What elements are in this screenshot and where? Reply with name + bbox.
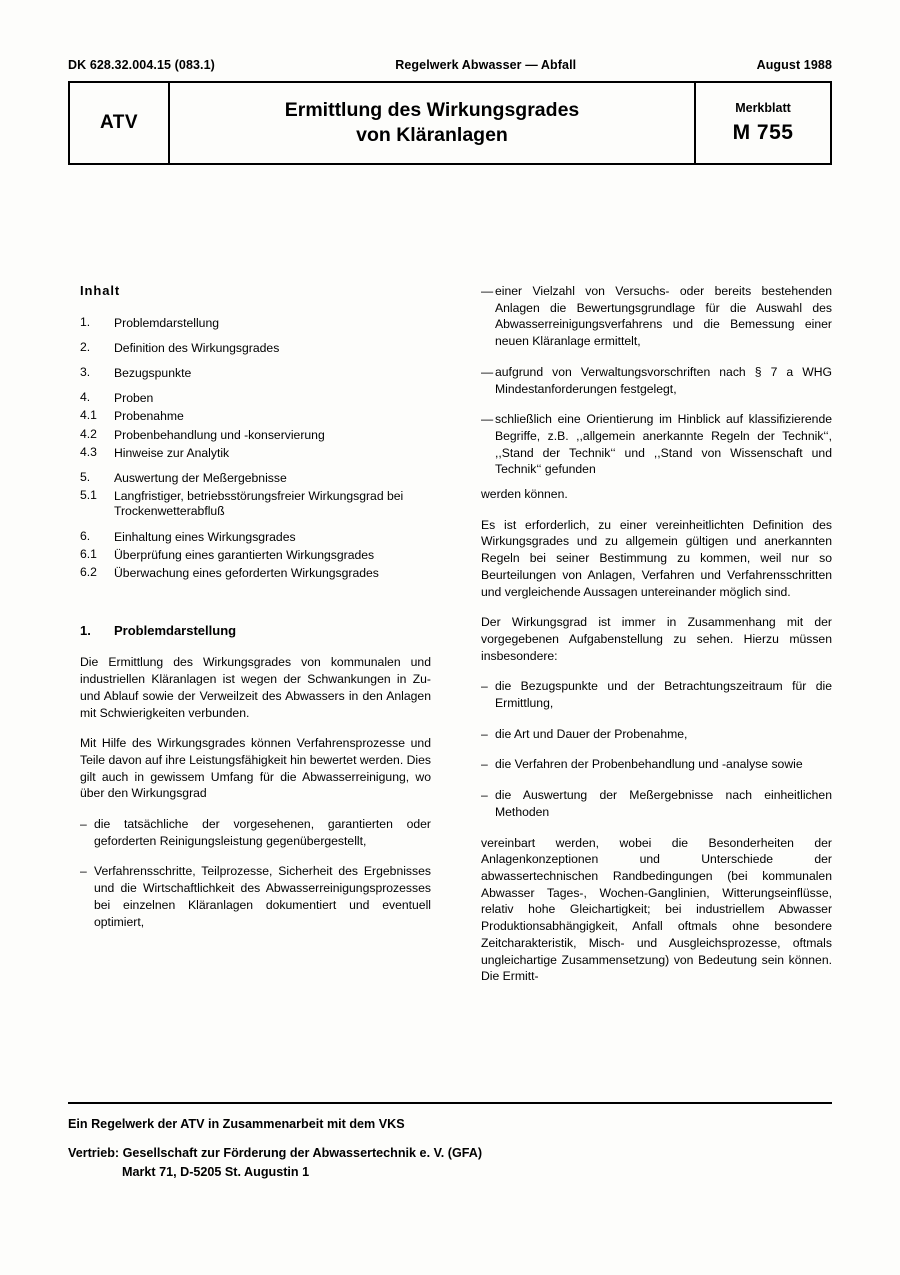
- section-1-bullet: [80, 816, 431, 849]
- bullets-tail-text: werden können.: [481, 487, 568, 502]
- sheet-identifier: [696, 83, 830, 163]
- footer-line-3: Markt 71, D-5205 St. Augustin 1: [122, 1165, 310, 1180]
- toc-item[interactable]: [80, 548, 431, 564]
- dash-marker-icon: —: [481, 364, 494, 379]
- section-1-number: 1.: [80, 623, 91, 639]
- section-1-bullet: [80, 863, 431, 930]
- header-line: [68, 58, 832, 72]
- toc-number: 1.: [80, 315, 91, 329]
- header-date: August 1988: [756, 58, 832, 72]
- toc-label: Problemdarstellung: [114, 316, 220, 330]
- toc-label: Hinweise zur Analytik: [114, 445, 230, 460]
- document-sheet: [68, 58, 832, 1180]
- footer-line-2: Vertrieb: Gesellschaft zur Förderung der Abwassertechnik e. V. (GFA): [68, 1145, 483, 1160]
- sheet-type-label: Merkblatt: [735, 101, 791, 115]
- right-bullet: [481, 411, 832, 478]
- toc-number: 5.: [80, 469, 91, 484]
- right-bullet: [481, 283, 832, 350]
- toc-item[interactable]: [80, 366, 431, 382]
- toc-number: 6.2: [80, 564, 97, 579]
- toc-number: 5.1: [80, 487, 97, 502]
- toc-label: Proben: [114, 391, 154, 406]
- right-bullet: [481, 678, 832, 711]
- section-1-title: Problemdarstellung: [114, 623, 237, 639]
- bullet-text: aufgrund von Verwaltungsvorschriften nach § 7 a WHG Mindestanforderungen festgelegt,: [495, 364, 832, 396]
- document-title-line-2: von Kläranlagen: [356, 124, 508, 146]
- bullet-text: einer Vielzahl von Versuchs- oder bereits bestehenden Anlagen die Bewertungsgrundlage für die Auswahl des Abwasserreinigungsverfahrens und die Bemessung einer neuen Kläranlage ermittelt,: [495, 284, 832, 349]
- bullet-text: die Art und Dauer der Probenahme,: [495, 726, 688, 741]
- dash-marker-icon: –: [481, 788, 488, 803]
- bullet-text: die Bezugspunkte und der Betrachtungszeitraum für die Ermittlung,: [495, 679, 832, 711]
- toc-number: 4.: [80, 390, 91, 405]
- dash-marker-icon: —: [481, 412, 494, 427]
- toc-label: Probenahme: [114, 409, 184, 424]
- toc-item[interactable]: [80, 428, 431, 444]
- dash-marker-icon: –: [481, 726, 488, 741]
- table-of-contents: [80, 316, 431, 581]
- toc-number: 2.: [80, 340, 91, 355]
- right-bullet: [481, 756, 832, 773]
- dash-marker-icon: –: [481, 757, 488, 772]
- toc-number: 4.2: [80, 426, 97, 441]
- toc-item[interactable]: [80, 341, 431, 357]
- toc-item[interactable]: [80, 446, 431, 462]
- right-bullet: [481, 787, 832, 820]
- section-1-paragraph-2: Mit Hilfe des Wirkungsgrades können Verfahrensprozesse und Teile davon auf ihre Leistungsfähigkeit hin bewertet werden. Dies gilt auch in gewissem Umfang für die Abwasserreinigung, wo über den Wirkungsgrad: [80, 736, 431, 801]
- footer-line-1: Ein Regelwerk der ATV in Zusammenarbeit mit dem VKS: [68, 1117, 405, 1132]
- header-series-title: Regelwerk Abwasser — Abfall: [395, 58, 577, 72]
- document-title-line-1: Ermittlung des Wirkungsgrades: [284, 99, 580, 122]
- toc-label: Bezugspunkte: [114, 366, 192, 381]
- toc-number: 4.3: [80, 444, 97, 459]
- toc-number: 3.: [80, 365, 91, 380]
- bullet-text: die Auswertung der Meßergebnisse nach einheitlichen Methoden: [495, 788, 832, 819]
- toc-label: Einhaltung eines Wirkungsgrades: [114, 529, 296, 544]
- sheet-number: M 755: [732, 121, 794, 144]
- section-1-heading: [80, 623, 431, 638]
- section-1-paragraph-1: Die Ermittlung des Wirkungsgrades von kommunalen und industriellen Kläranlagen ist wegen der Schwankungen in Zu- und Ablauf sowie der Verweilzeit des Abwassers in den Anlagen mit Schwierigkeiten verbunden.: [80, 655, 431, 720]
- bullet-text: die Verfahren der Probenbehandlung und -analyse sowie: [495, 757, 803, 772]
- right-column: [481, 283, 832, 999]
- dash-marker-icon: –: [481, 679, 488, 694]
- dash-marker-icon: –: [80, 864, 87, 879]
- right-bullet: [481, 364, 832, 397]
- toc-label: Überprüfung eines garantierten Wirkungsgrades: [114, 547, 375, 562]
- toc-item[interactable]: [80, 316, 431, 332]
- page-footer: [68, 1102, 832, 1183]
- left-column: [80, 283, 431, 999]
- toc-number: 6.1: [80, 546, 97, 561]
- toc-label: Probenbehandlung und -konservierung: [114, 427, 325, 442]
- toc-item[interactable]: [80, 471, 431, 487]
- toc-item[interactable]: [80, 530, 431, 546]
- contents-heading: Inhalt: [80, 283, 121, 298]
- toc-item[interactable]: [80, 409, 431, 425]
- toc-label: Definition des Wirkungsgrades: [114, 341, 280, 356]
- right-bullet: [481, 726, 832, 743]
- right-paragraph-3: vereinbart werden, wobei die Besonderheiten der Anlagenkonzeptionen und Unterschiede der abwassertechnischen Randbedingungen (bei kommunalen Abwasser Tages-, Wochen-Ganglinien, Witterungseinflüsse, relativ hohe Gleichartigkeit; bei industriellem Abwasser Produktionsabhängigkeit, Anfall oftmals ohne besondere Zeitcharakteristik, Misch- und Ausgleichsprozesse, oftmals ungleichartige Zusammensetzung) von Bedeutung sein können. Die Ermitt-: [481, 835, 832, 984]
- right-paragraph-2: Der Wirkungsgrad ist immer in Zusammenhang mit der vorgegebenen Aufgabenstellung zu sehen. Hierzu müssen insbesondere:: [481, 615, 832, 663]
- bullet-text: die tatsächliche der vorgesehenen, garantierten oder geforderten Reinigungsleistung gegenübergestellt,: [94, 817, 431, 848]
- dash-marker-icon: —: [481, 284, 494, 298]
- toc-label: Langfristiger, betriebsstörungsfreier Wirkungsgrad bei Trockenwetterabfluß: [114, 488, 404, 519]
- toc-label: Überwachung eines geforderten Wirkungsgrades: [114, 565, 379, 580]
- body-columns: [80, 283, 832, 999]
- dash-marker-icon: –: [80, 817, 87, 832]
- toc-number: 4.1: [80, 408, 97, 423]
- bullet-text: Verfahrensschritte, Teilprozesse, Sicherheit des Ergebnisses und die Wirtschaftlichkeit des Abwasserreinigungsprozesses bei einzelnen Kläranlagen dokumentiert und eventuell optimiert,: [94, 864, 431, 929]
- document-title: [170, 83, 696, 163]
- toc-number: 6.: [80, 528, 91, 543]
- toc-item[interactable]: [80, 566, 431, 582]
- title-box: [68, 81, 832, 165]
- bullet-text: schließlich eine Orientierung im Hinblick auf klassifizierende Begriffe, z.B. ,,allgemein anerkannte Regeln der Technik‘‘, ,,Stand der Technik‘‘ und ,,Stand von Wissenschaft und Technik‘‘ gefunden: [495, 412, 832, 477]
- dk-classification: DK 628.32.004.15 (083.1): [68, 58, 215, 72]
- toc-item[interactable]: [80, 391, 431, 407]
- toc-label: Auswertung der Meßergebnisse: [114, 470, 287, 485]
- right-paragraph-1: Es ist erforderlich, zu einer vereinheitlichten Definition des Wirkungsgrades und zu allgemein gültigen und anerkannten Regeln bei seiner Bestimmung zu kommen, weil nur so Beurteilungen von Anlagen, Verfahren und Verfahrensschritten und vergleichende Aussagen untereinander möglich sind.: [481, 517, 832, 599]
- organization-logo: ATV: [70, 83, 170, 163]
- footer-divider: [68, 1102, 832, 1104]
- toc-item[interactable]: [80, 489, 431, 520]
